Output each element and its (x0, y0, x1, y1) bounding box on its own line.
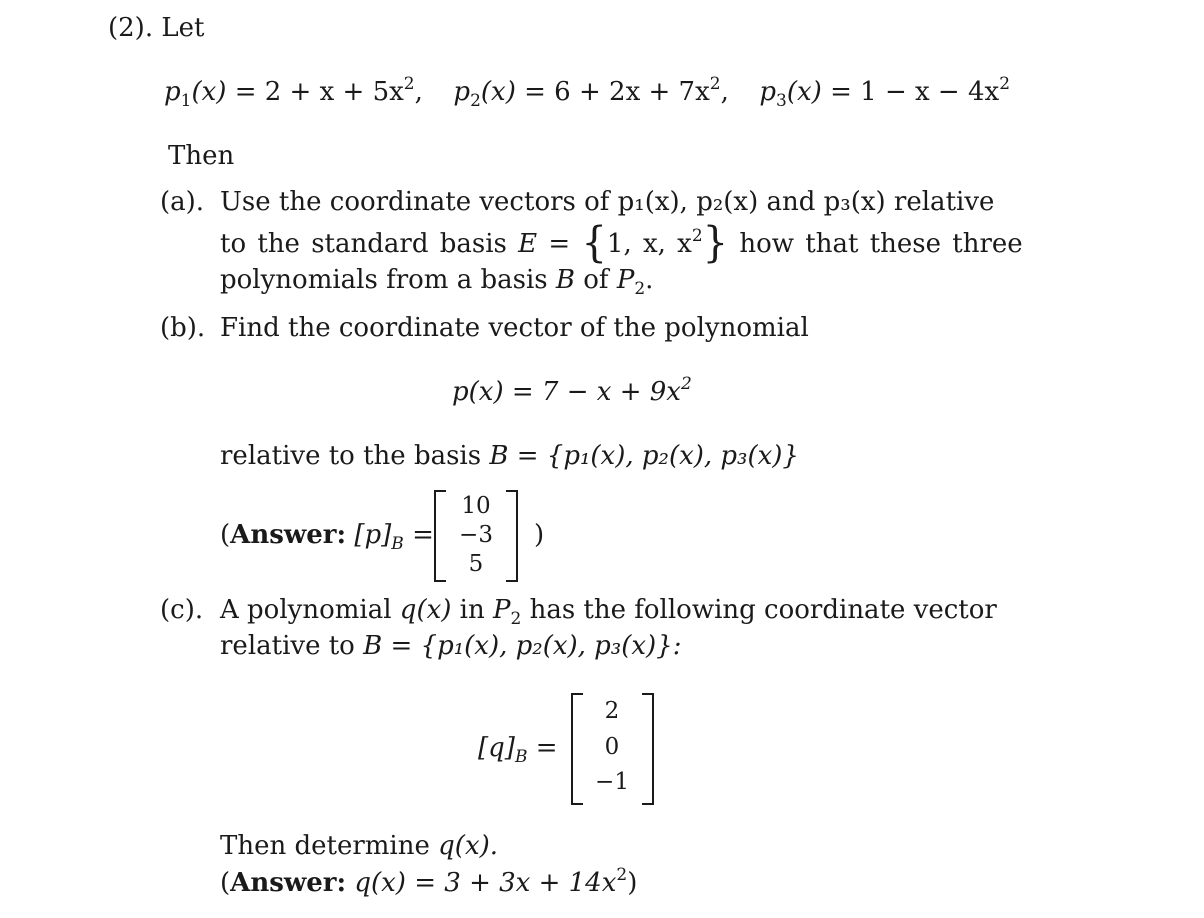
basis-set-c: = {p₁(x), p₂(x), p₃(x)}: (382, 631, 682, 661)
p3-arg: (x) (786, 77, 822, 107)
vector-c-entry: 0 (604, 734, 620, 760)
part-c-line2 (220, 630, 682, 662)
part-a-label: (a). (160, 187, 205, 217)
then-determine-text: Then determine (220, 831, 430, 861)
vector-c-entry: −1 (595, 769, 629, 795)
basis-B: B (555, 265, 576, 295)
vector-b-entry: 5 (468, 551, 484, 577)
answer-open-paren: ( (220, 520, 231, 550)
basis-B-b: B (489, 441, 509, 471)
period: . (645, 265, 654, 295)
answer-equals: = (412, 520, 434, 550)
vector-c-entry: 2 (604, 698, 620, 724)
q-equals: = (535, 733, 558, 763)
polynomial-definitions (164, 74, 1011, 111)
p2-exp: 2 (709, 74, 721, 94)
then-determine-q: q(x). (438, 831, 499, 861)
p1-name: p (164, 77, 181, 107)
q-vector-lhs (478, 732, 558, 767)
part-a-line2-tail: how that these three (739, 229, 1023, 259)
basis-set-b: = {p₁(x), p₂(x), p₃(x)} (508, 441, 799, 471)
answer-c-close-paren: ) (627, 868, 638, 898)
p2-sub: 2 (470, 91, 481, 111)
answer-lhs-sub: B (391, 534, 404, 554)
part-b-label: (b). (160, 313, 206, 343)
vector-b-left-bracket (434, 490, 446, 582)
part-c-line1-tail: has the following coordinate vector (529, 595, 997, 625)
p2-end: , (720, 77, 729, 107)
p1-arg: (x) (191, 77, 227, 107)
standard-basis-exp: 2 (691, 226, 703, 246)
p-equation-exp: 2 (680, 374, 692, 394)
part-a-line2-text: to the standard basis (220, 229, 507, 259)
brace-open: { (581, 218, 607, 268)
answer-c-open-paren: ( (220, 868, 231, 898)
standard-basis-set: 1, x, x (606, 229, 692, 259)
p3-exp: 2 (999, 74, 1011, 94)
answer-lhs: [p] (354, 520, 392, 550)
polynomial-p-equation (452, 376, 692, 408)
p2-definition (453, 74, 729, 111)
basis-B-c: B (363, 631, 383, 661)
p2-rhs: = 6 + 2x + 7x (515, 77, 710, 107)
part-c-line1 (220, 594, 997, 629)
part-b-line1: Find the coordinate vector of the polynomial (220, 313, 809, 343)
space-P-sub: 2 (634, 279, 646, 299)
p3-definition (759, 74, 1011, 111)
p3-rhs: = 1 − x − 4x (821, 77, 1000, 107)
then-text: Then (168, 141, 235, 171)
basis-E: E (518, 229, 538, 259)
part-a-line1: Use the coordinate vectors of p₁(x), p₂(x) and p₃(x) relative (220, 187, 995, 217)
vector-b-right-bracket (506, 490, 518, 582)
problem-label: (2). Let (108, 13, 205, 43)
part-c-answer (220, 867, 637, 899)
part-a-line2 (220, 218, 1023, 268)
vector-b-entry: 10 (461, 493, 491, 519)
part-a-line3 (220, 264, 654, 299)
p3-sub: 3 (776, 91, 787, 111)
space-P: P (616, 265, 635, 295)
part-c-line1-text: A polynomial (220, 595, 392, 625)
p1-definition (164, 74, 423, 111)
q-of-x: q(x) (399, 595, 452, 625)
vector-c-right-bracket (642, 693, 654, 805)
equals-sign: = (537, 229, 582, 259)
of-text: of (583, 265, 609, 295)
answer-label: Answer: (230, 520, 347, 550)
answer-c-label: Answer: (230, 868, 347, 898)
relative-to-basis-line (220, 440, 799, 472)
relative-text: relative to the basis (220, 441, 482, 471)
answer-close-paren: ) (534, 520, 545, 550)
p2-name: p (453, 77, 471, 107)
q-bracket-sub: B (514, 747, 528, 767)
vector-b-entry: −3 (459, 522, 493, 548)
p1-end: , (414, 77, 423, 107)
relative-to-text: relative to (220, 631, 355, 661)
q-bracket: [q] (478, 733, 515, 763)
p-equation-text: p(x) = 7 − x + 9x (452, 377, 681, 407)
part-c-label: (c). (160, 595, 204, 625)
space-P-c-sub: 2 (510, 609, 522, 629)
space-P-c: P (492, 595, 511, 625)
answer-c-expression: q(x) = 3 + 3x + 14x (354, 868, 617, 898)
p3-name: p (759, 77, 777, 107)
p1-exp: 2 (403, 74, 415, 94)
in-text: in (459, 595, 485, 625)
brace-close: } (702, 218, 729, 268)
part-b-answer (220, 519, 434, 554)
p2-arg: (x) (480, 77, 516, 107)
p1-sub: 1 (180, 91, 192, 111)
p1-rhs: = 2 + x + 5x (226, 77, 404, 107)
then-determine-line (220, 830, 498, 862)
answer-c-exp: 2 (616, 865, 628, 885)
part-a-line3-text: polynomials from a basis (220, 265, 548, 295)
